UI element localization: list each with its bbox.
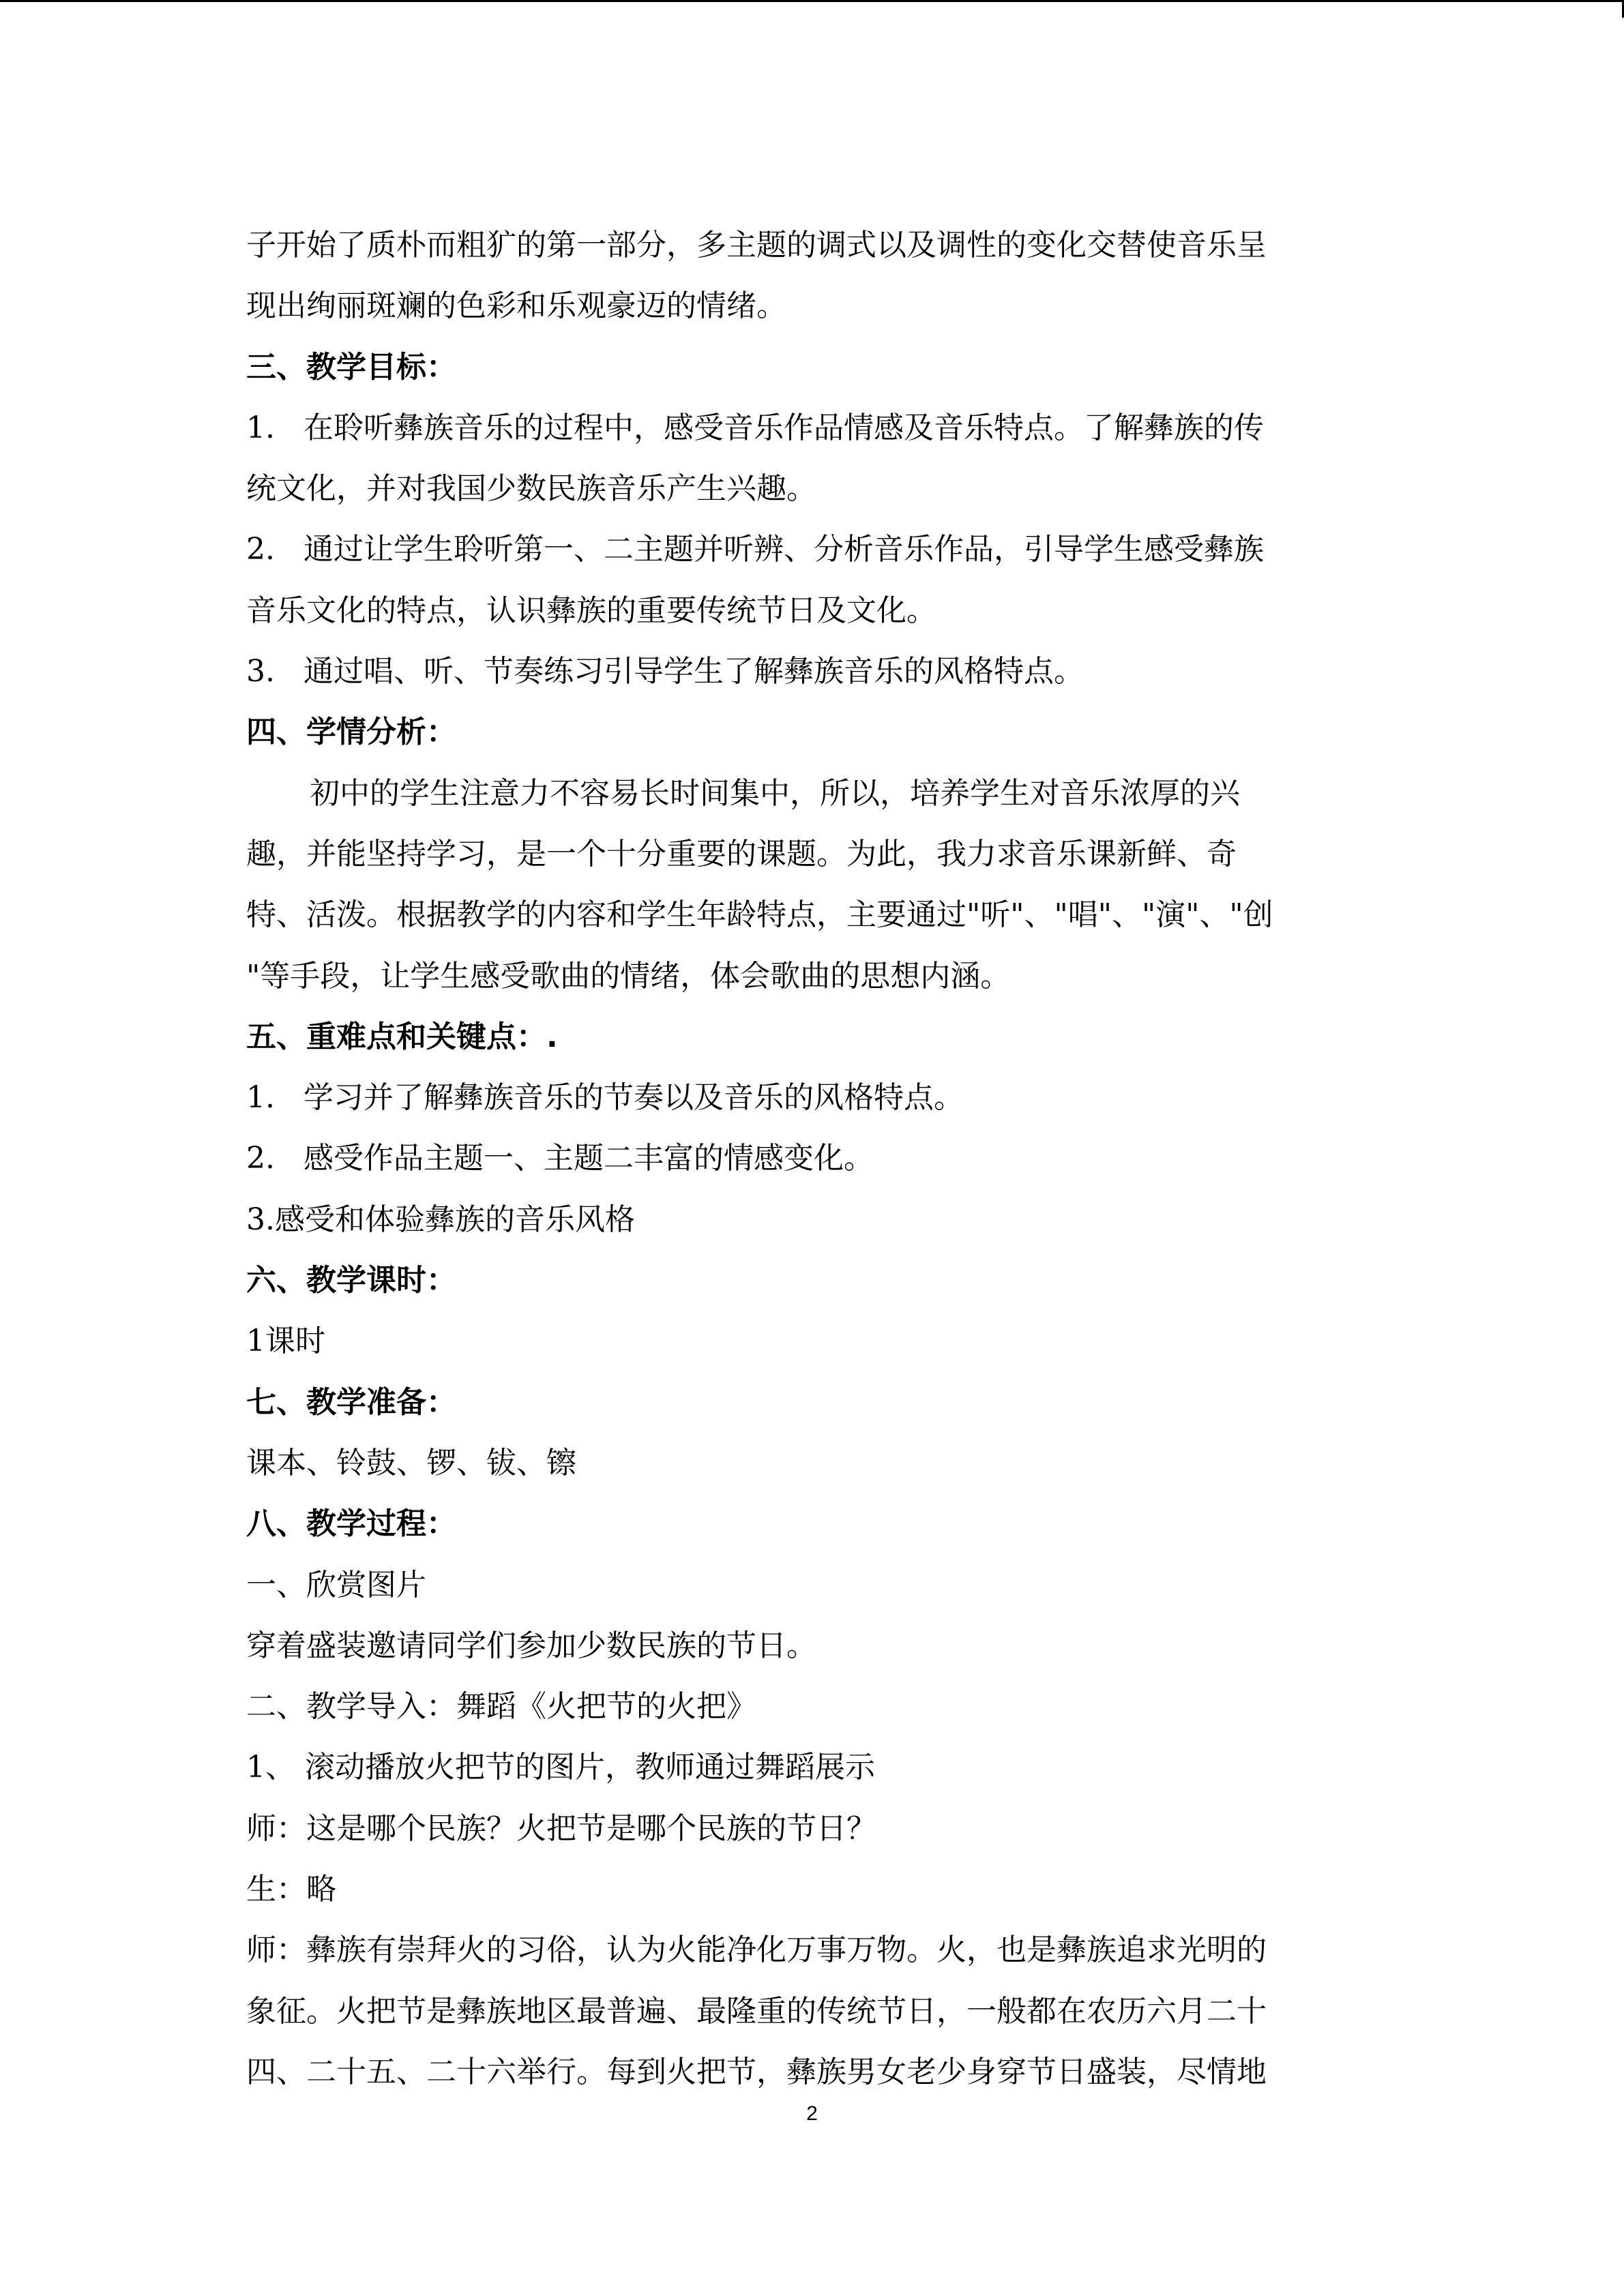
paragraph-line: 师：彝族有崇拜火的习俗，认为火能净化万事万物。火，也是彝族追求光明的 — [246, 1933, 1267, 1968]
item-number: 2. — [246, 532, 275, 567]
paragraph-line: 象征。火把节是彝族地区最普遍、最隆重的传统节日，一般都在农历六月二十 — [246, 1993, 1267, 2029]
numbered-item — [246, 398, 1382, 458]
numbered-item — [246, 1128, 1382, 1189]
item-number: 1. — [246, 410, 275, 445]
page-number: 2 — [806, 2102, 818, 2125]
paragraph-line: "等手段，让学生感受歌曲的情绪，体会歌曲的思想内涵。 — [246, 958, 1011, 994]
item-text: 通过让学生聆听第一、二主题并听辨、分析音乐作品，引导学生感受彝族 — [304, 532, 1264, 567]
section-heading: 四、学情分析： — [246, 715, 456, 750]
paragraph-line: 课本、铃鼓、锣、钹、镲 — [246, 1445, 576, 1480]
paragraph-line: 穿着盛装邀请同学们参加少数民族的节日。 — [246, 1628, 816, 1663]
item-number: 3. — [246, 654, 275, 689]
paragraph-line: 趣，并能坚持学习，是一个十分重要的课题。为此，我力求音乐课新鲜、奇 — [246, 836, 1237, 871]
top-border-line — [0, 0, 1624, 2]
section-heading: 八、教学过程： — [246, 1506, 456, 1542]
paragraph-line: 初中的学生注意力不容易长时间集中，所以，培养学生对音乐浓厚的兴 — [310, 775, 1240, 811]
paragraph-line: 3.感受和体验彝族的音乐风格 — [246, 1202, 635, 1237]
item-number: 2. — [246, 1141, 275, 1176]
paragraph-line: 师：这是哪个民族？火把节是哪个民族的节日？ — [246, 1810, 876, 1846]
numbered-item — [246, 641, 1382, 702]
paragraph-line: 生：略 — [246, 1872, 336, 1907]
numbered-item — [246, 519, 1382, 580]
paragraph-line: 现出绚丽斑斓的色彩和乐观豪迈的情绪。 — [246, 288, 786, 324]
paragraph-line: 四、二十五、二十六举行。每到火把节，彝族男女老少身穿节日盛装，尽情地 — [246, 2054, 1267, 2089]
item-text: 学习并了解彝族音乐的节奏以及音乐的风格特点。 — [304, 1080, 964, 1116]
paragraph-line: 二、教学导入：舞蹈《火把节的火把》 — [246, 1689, 756, 1725]
section-heading: 七、教学准备： — [246, 1384, 456, 1420]
section-heading: 六、教学课时： — [246, 1263, 456, 1298]
item-text: 感受作品主题一、主题二丰富的情感变化。 — [304, 1141, 874, 1176]
item-text: 在聆听彝族音乐的过程中，感受音乐作品情感及音乐特点。了解彝族的传 — [304, 410, 1264, 445]
item-number: 1. — [246, 1080, 275, 1116]
paragraph-line: 统文化，并对我国少数民族音乐产生兴趣。 — [246, 471, 816, 507]
paragraph-line: 特、活泼。根据教学的内容和学生年龄特点，主要通过"听"、"唱"、"演"、"创 — [246, 897, 1273, 933]
item-text: 通过唱、听、节奏练习引导学生了解彝族音乐的风格特点。 — [304, 654, 1084, 689]
paragraph-line: 1课时 — [246, 1324, 325, 1359]
numbered-item — [246, 1067, 1382, 1128]
paragraph-line: 一、欣赏图片 — [246, 1567, 426, 1602]
section-heading: 三、教学目标： — [246, 349, 456, 385]
paragraph-line: 1、 滚动播放火把节的图片，教师通过舞蹈展示 — [246, 1750, 875, 1785]
paragraph-line: 音乐文化的特点，认识彝族的重要传统节日及文化。 — [246, 593, 936, 628]
document-body — [246, 215, 1382, 2102]
paragraph-line: 子开始了质朴而粗犷的第一部分，多主题的调式以及调性的变化交替使音乐呈 — [246, 228, 1267, 263]
section-heading: 五、重难点和关键点：. — [246, 1019, 558, 1054]
